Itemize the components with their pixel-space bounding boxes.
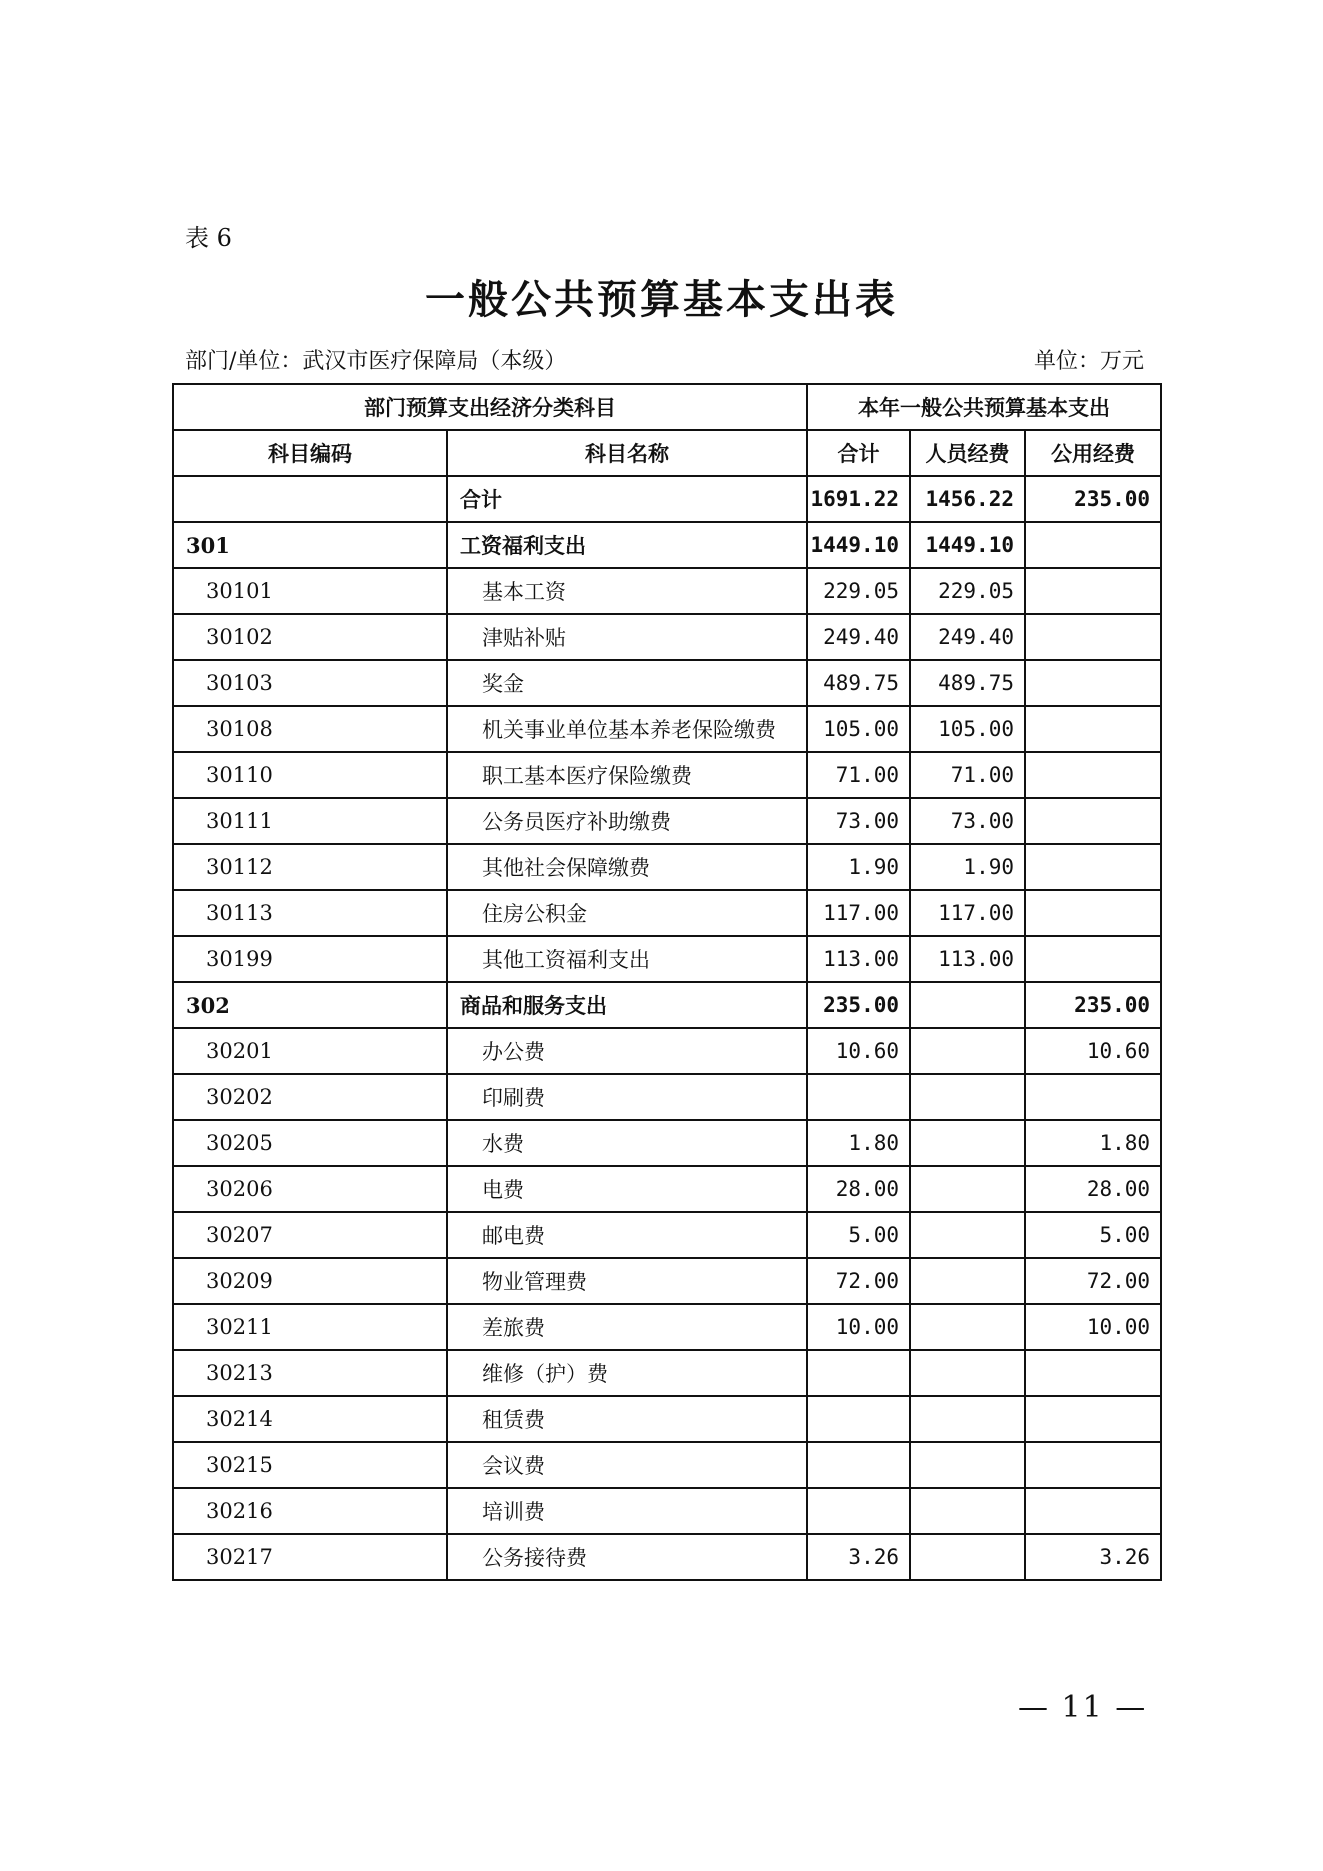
- header-name: 科目名称: [447, 430, 807, 476]
- cell-personnel: [910, 1028, 1025, 1074]
- cell-total: 73.00: [807, 798, 910, 844]
- header-code: 科目编码: [173, 430, 447, 476]
- cell-total: 489.75: [807, 660, 910, 706]
- table-row: [173, 1212, 1161, 1258]
- cell-name: 公务接待费: [447, 1534, 807, 1580]
- budget-table: [172, 383, 1162, 1581]
- cell-public: [1025, 752, 1161, 798]
- cell-code: 30202: [173, 1074, 447, 1120]
- cell-personnel: [910, 1074, 1025, 1120]
- cell-total: 249.40: [807, 614, 910, 660]
- cell-public: 10.60: [1025, 1028, 1161, 1074]
- cell-code: 30201: [173, 1028, 447, 1074]
- table-row: [173, 522, 1161, 568]
- table-row: [173, 982, 1161, 1028]
- cell-name: 办公费: [447, 1028, 807, 1074]
- header-economic-classification: 部门预算支出经济分类科目: [173, 384, 807, 430]
- cell-code: 30211: [173, 1304, 447, 1350]
- cell-name: 差旅费: [447, 1304, 807, 1350]
- cell-total: 1.90: [807, 844, 910, 890]
- page-number: — 11 —: [1018, 1690, 1148, 1725]
- table-row: [173, 798, 1161, 844]
- cell-public: 3.26: [1025, 1534, 1161, 1580]
- cell-personnel: [910, 1442, 1025, 1488]
- table-row: [173, 1074, 1161, 1120]
- cell-total: [807, 1396, 910, 1442]
- document-title: 一般公共预算基本支出表: [425, 276, 898, 323]
- cell-public: 72.00: [1025, 1258, 1161, 1304]
- cell-public: [1025, 798, 1161, 844]
- cell-total: 3.26: [807, 1534, 910, 1580]
- cell-total: 10.00: [807, 1304, 910, 1350]
- cell-name: 其他工资福利支出: [447, 936, 807, 982]
- cell-personnel: [910, 1396, 1025, 1442]
- table-row: [173, 1028, 1161, 1074]
- table-row: [173, 476, 1161, 522]
- cell-public: [1025, 890, 1161, 936]
- cell-code: 30103: [173, 660, 447, 706]
- cell-total: [807, 1488, 910, 1534]
- cell-code: 30215: [173, 1442, 447, 1488]
- cell-personnel: [910, 1120, 1025, 1166]
- cell-code: 30102: [173, 614, 447, 660]
- department-label: 部门/单位：武汉市医疗保障局（本级）: [185, 349, 567, 374]
- cell-code: 30101: [173, 568, 447, 614]
- cell-code: 30113: [173, 890, 447, 936]
- cell-total: 72.00: [807, 1258, 910, 1304]
- cell-public: [1025, 522, 1161, 568]
- cell-total: 1.80: [807, 1120, 910, 1166]
- cell-personnel: 73.00: [910, 798, 1025, 844]
- cell-code: 30217: [173, 1534, 447, 1580]
- cell-code: 30111: [173, 798, 447, 844]
- cell-personnel: [910, 1304, 1025, 1350]
- cell-public: [1025, 936, 1161, 982]
- table-row: [173, 660, 1161, 706]
- cell-code: 30214: [173, 1396, 447, 1442]
- cell-total: 1449.10: [807, 522, 910, 568]
- cell-name: 印刷费: [447, 1074, 807, 1120]
- cell-total: [807, 1074, 910, 1120]
- cell-code: 302: [173, 982, 447, 1028]
- cell-total: 1691.22: [807, 476, 910, 522]
- table-row: [173, 706, 1161, 752]
- cell-name: 租赁费: [447, 1396, 807, 1442]
- cell-total: 117.00: [807, 890, 910, 936]
- cell-personnel: 1456.22: [910, 476, 1025, 522]
- cell-code: 30209: [173, 1258, 447, 1304]
- cell-personnel: 249.40: [910, 614, 1025, 660]
- cell-public: 28.00: [1025, 1166, 1161, 1212]
- table-row: [173, 936, 1161, 982]
- cell-code: 30205: [173, 1120, 447, 1166]
- cell-total: 105.00: [807, 706, 910, 752]
- cell-name: 维修（护）费: [447, 1350, 807, 1396]
- cell-public: [1025, 614, 1161, 660]
- table-row: [173, 1350, 1161, 1396]
- cell-public: [1025, 1074, 1161, 1120]
- header-total: 合计: [807, 430, 910, 476]
- cell-personnel: [910, 1258, 1025, 1304]
- cell-name: 公务员医疗补助缴费: [447, 798, 807, 844]
- cell-name: 奖金: [447, 660, 807, 706]
- header-public: 公用经费: [1025, 430, 1161, 476]
- cell-public: [1025, 568, 1161, 614]
- cell-total: 113.00: [807, 936, 910, 982]
- header-personnel: 人员经费: [910, 430, 1025, 476]
- cell-personnel: 71.00: [910, 752, 1025, 798]
- cell-name: 电费: [447, 1166, 807, 1212]
- cell-public: [1025, 844, 1161, 890]
- table-row: [173, 1442, 1161, 1488]
- cell-public: [1025, 1396, 1161, 1442]
- cell-name: 其他社会保障缴费: [447, 844, 807, 890]
- cell-name: 水费: [447, 1120, 807, 1166]
- cell-code: 30216: [173, 1488, 447, 1534]
- cell-personnel: [910, 1166, 1025, 1212]
- table-row: [173, 752, 1161, 798]
- cell-name: 培训费: [447, 1488, 807, 1534]
- cell-name: 住房公积金: [447, 890, 807, 936]
- cell-public: [1025, 1350, 1161, 1396]
- cell-personnel: [910, 982, 1025, 1028]
- cell-public: 5.00: [1025, 1212, 1161, 1258]
- table-row: [173, 1396, 1161, 1442]
- cell-code: 30213: [173, 1350, 447, 1396]
- cell-code: 30110: [173, 752, 447, 798]
- cell-total: 5.00: [807, 1212, 910, 1258]
- cell-name: 机关事业单位基本养老保险缴费: [447, 706, 807, 752]
- table-row: [173, 568, 1161, 614]
- cell-public: 235.00: [1025, 982, 1161, 1028]
- cell-name: 物业管理费: [447, 1258, 807, 1304]
- cell-public: [1025, 1442, 1161, 1488]
- table-row: [173, 1258, 1161, 1304]
- cell-total: 71.00: [807, 752, 910, 798]
- header-row-columns: [173, 430, 1161, 476]
- cell-name: 基本工资: [447, 568, 807, 614]
- cell-total: [807, 1442, 910, 1488]
- unit-label: 单位：万元: [1034, 349, 1145, 374]
- cell-public: [1025, 706, 1161, 752]
- cell-code: 301: [173, 522, 447, 568]
- table-label: 表 6: [185, 224, 232, 252]
- cell-personnel: 113.00: [910, 936, 1025, 982]
- cell-name: 工资福利支出: [447, 522, 807, 568]
- cell-public: 1.80: [1025, 1120, 1161, 1166]
- cell-total: 10.60: [807, 1028, 910, 1074]
- cell-personnel: [910, 1350, 1025, 1396]
- cell-code: [173, 476, 447, 522]
- cell-code: 30207: [173, 1212, 447, 1258]
- cell-public: 235.00: [1025, 476, 1161, 522]
- cell-name: 津贴补贴: [447, 614, 807, 660]
- cell-total: [807, 1350, 910, 1396]
- cell-personnel: 1449.10: [910, 522, 1025, 568]
- cell-total: 28.00: [807, 1166, 910, 1212]
- cell-name: 邮电费: [447, 1212, 807, 1258]
- table-row: [173, 1166, 1161, 1212]
- cell-name: 商品和服务支出: [447, 982, 807, 1028]
- cell-personnel: 105.00: [910, 706, 1025, 752]
- table-body: [173, 476, 1161, 1580]
- header-basic-expenditure: 本年一般公共预算基本支出: [807, 384, 1161, 430]
- table-row: [173, 844, 1161, 890]
- table-row: [173, 1534, 1161, 1580]
- cell-total: 229.05: [807, 568, 910, 614]
- header-row-group: [173, 384, 1161, 430]
- cell-code: 30206: [173, 1166, 447, 1212]
- cell-code: 30112: [173, 844, 447, 890]
- cell-name: 职工基本医疗保险缴费: [447, 752, 807, 798]
- cell-personnel: [910, 1488, 1025, 1534]
- cell-total: 235.00: [807, 982, 910, 1028]
- cell-code: 30108: [173, 706, 447, 752]
- cell-name: 会议费: [447, 1442, 807, 1488]
- cell-personnel: 1.90: [910, 844, 1025, 890]
- table-row: [173, 1120, 1161, 1166]
- cell-public: 10.00: [1025, 1304, 1161, 1350]
- cell-public: [1025, 1488, 1161, 1534]
- table-row: [173, 1304, 1161, 1350]
- cell-code: 30199: [173, 936, 447, 982]
- table-row: [173, 614, 1161, 660]
- cell-public: [1025, 660, 1161, 706]
- table-row: [173, 890, 1161, 936]
- cell-personnel: [910, 1212, 1025, 1258]
- cell-personnel: 229.05: [910, 568, 1025, 614]
- table-row: [173, 1488, 1161, 1534]
- cell-personnel: 489.75: [910, 660, 1025, 706]
- cell-personnel: [910, 1534, 1025, 1580]
- cell-personnel: 117.00: [910, 890, 1025, 936]
- cell-name: 合计: [447, 476, 807, 522]
